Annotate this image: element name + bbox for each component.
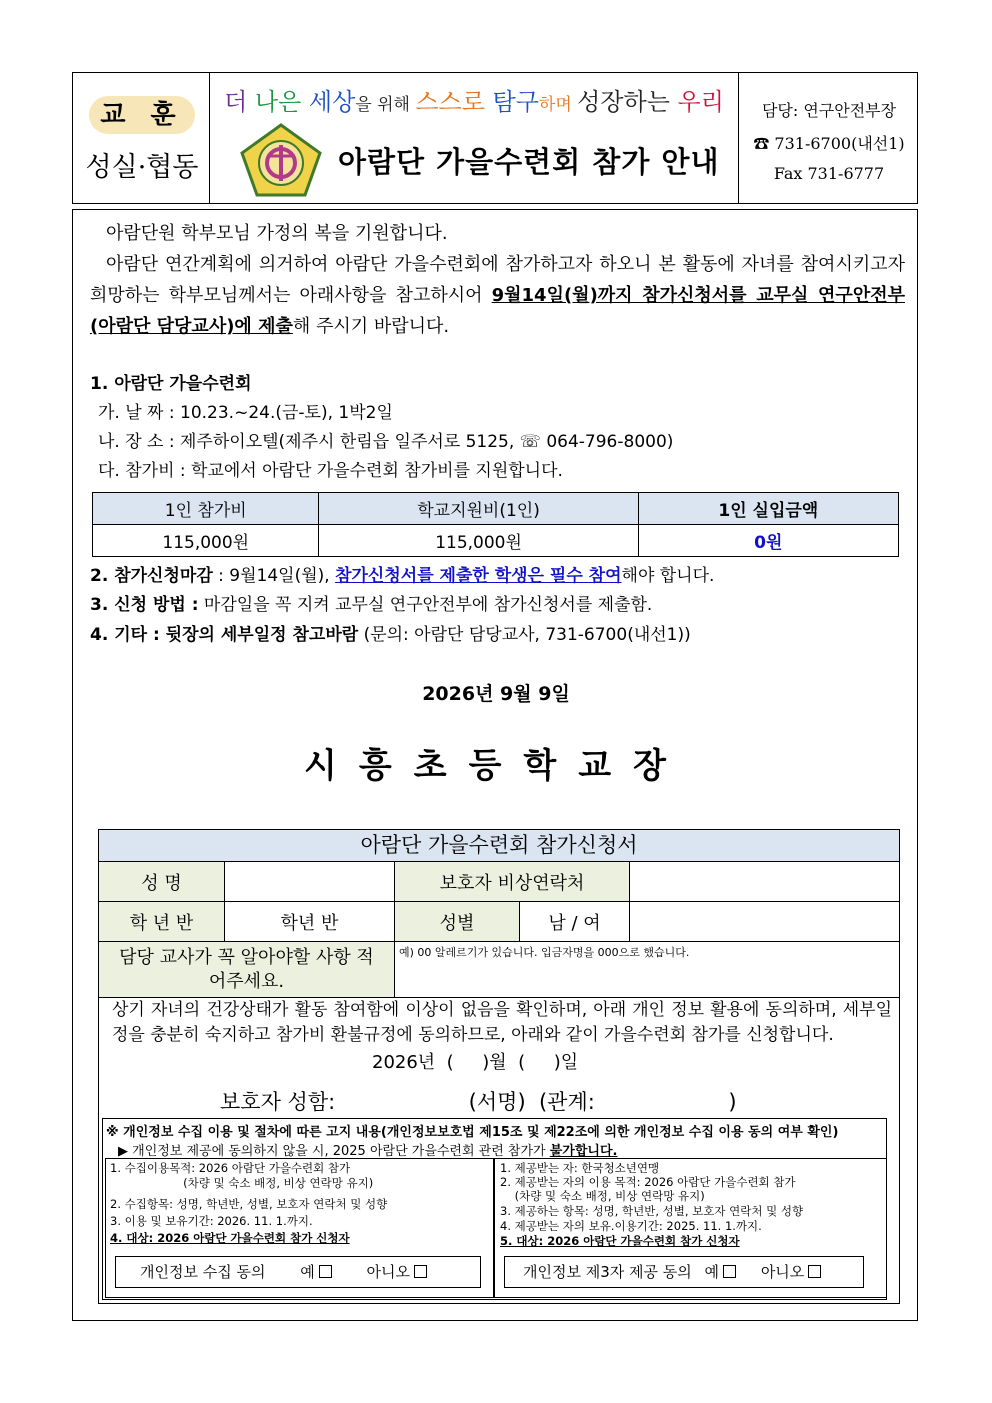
collection-no-option[interactable] (367, 1263, 427, 1281)
section1-fee: 다. 참가비 : 학교에서 아람단 가을수련회 참가비를 지원합니다. (98, 461, 563, 481)
motto-panel (72, 72, 210, 204)
issue-date: 2026년 9월 9일 (422, 683, 570, 705)
collection-item-1b: (차량 및 숙소 배정, 비상 연락망 유지) (110, 1176, 374, 1190)
checkbox-icon[interactable] (414, 1265, 427, 1278)
slogan-segment: 하며 (538, 95, 578, 115)
section3-text: 마감일을 꼭 지켜 교무실 연구안전부에 참가신청서를 제출함. (198, 595, 653, 615)
grade-field[interactable]: 학년 반 (225, 902, 395, 942)
section2-text: : 9월14일(월), (212, 566, 336, 586)
fee-table (92, 492, 899, 557)
collection-item-2: 2. 수집항목: 성명, 학년반, 성별, 보호자 연락처 및 성향 (110, 1197, 388, 1211)
checkbox-icon[interactable] (808, 1265, 821, 1278)
thirdparty-no-option[interactable] (761, 1263, 821, 1281)
name-field[interactable] (225, 862, 395, 902)
document-title: 아람단 가을수련회 참가 안내 (338, 145, 720, 179)
no-label: 아니오 (760, 1263, 805, 1281)
grade-label: 학 년 반 (99, 902, 225, 942)
collection-yes-option[interactable] (300, 1263, 332, 1281)
thirdparty-yes-option[interactable] (705, 1263, 737, 1281)
privacy-warning-text: ▶ 개인정보 제공에 동의하지 않을 시, 2025 아람단 가을수련회 관련 참가가 (118, 1144, 550, 1159)
fee-header-support: 학교지원비(1인) (319, 493, 638, 525)
slogan-segment: 나은 (254, 88, 309, 116)
gender-label: 성별 (395, 902, 520, 942)
section1-date: 가. 날 짜 : 10.23.~24.(금-토), 1박2일 (98, 403, 393, 423)
teacher-note-field[interactable]: 예) 00 알레르기가 있습니다. 입금자명을 000으로 했습니다. (395, 942, 900, 998)
intro-request (90, 249, 905, 342)
school-slogan (213, 82, 735, 117)
thirdparty-item-2b: (차량 및 숙소 배정, 비상 연락망 유지) (500, 1189, 705, 1203)
checkbox-icon[interactable] (319, 1265, 332, 1278)
guardian-contact-field[interactable] (630, 862, 900, 902)
school-emblem-icon (240, 123, 322, 197)
slogan-segment: 탐구 (492, 88, 539, 116)
guardian-signature[interactable]: 보호자 성함: (서명) (관계: ) (220, 1090, 737, 1114)
section2 (90, 561, 714, 586)
intro-request-text: 아람단 연간계획에 의거하여 아람단 가을수련회에 참가하고자 하오니 본 활동에 자녀를 참여시키고자 희망하는 학부모님께서는 아래사항을 참고하시어 (90, 254, 905, 306)
thirdparty-item-4: 4. 제공받는 자의 보유.이용기간: 2025. 11. 1.까지. (500, 1219, 762, 1233)
section2-text-end: 해야 합니다. (621, 566, 715, 586)
slogan-segment: 세상 (308, 88, 356, 116)
section3-label: 3. 신청 방법 : (90, 595, 199, 615)
intro-request-end: 해 주시기 바랍니다. (292, 316, 450, 337)
privacy-warning-emph: 불가합니다. (549, 1144, 618, 1159)
section2-emphasis: 참가신청서를 제출한 학생은 필수 참여 (335, 566, 622, 586)
collection-consent-box (115, 1256, 481, 1288)
contact-person: 담당: 연구안전부장 (761, 101, 897, 120)
slogan-segment: 을 위해 (355, 95, 416, 115)
section3 (90, 590, 652, 615)
fee-support-value: 115,000원 (319, 525, 638, 557)
collection-item-3: 3. 이용 및 보유기간: 2026. 11. 1.까지. (110, 1214, 313, 1228)
section2-label: 2. 참가신청마감 (90, 566, 213, 586)
teacher-note-label: 담당 교사가 꼭 알아야할 사항 적어주세요. (99, 942, 395, 998)
name-label: 성 명 (99, 862, 225, 902)
section1-heading: 1. 아람단 가을수련회 (90, 374, 252, 394)
collection-item-1: 1. 수집이용목적: 2026 아람단 가을수련회 참가 (110, 1161, 351, 1175)
slogan-segment: 스스로 (415, 88, 493, 116)
section4-label: 4. 기타 : 뒷장의 세부일정 참고바람 (90, 625, 359, 645)
fee-header-payment: 1인 실입금액 (638, 493, 898, 525)
yes-label: 예 (704, 1263, 720, 1281)
privacy-warning (118, 1140, 617, 1159)
contact-phone: ☎ 731-6700(내선1) (753, 134, 905, 153)
intro-greeting: 아람단원 학부모님 가정의 복을 기원합니다. (106, 223, 448, 244)
thirdparty-item-2: 2. 제공받는 자의 이용 목적: 2026 아람단 가을수련회 참가 (500, 1175, 796, 1189)
slogan-segment: 더 (224, 88, 255, 116)
apply-date[interactable]: 2026년 ( )월 ( )일 (372, 1052, 579, 1073)
collection-consent-label: 개인정보 수집 동의 (140, 1263, 266, 1281)
fee-payment-value: 0원 (638, 525, 898, 557)
collection-item-4: 4. 대상: 2026 아람단 가을수련회 참가 신청자 (110, 1231, 350, 1245)
consent-statement: 상기 자녀의 건강상태가 활동 참여함에 이상이 없음을 확인하며, 아래 개인 정보 활용에 동의하며, 세부일정을 충분히 숙지하고 참가비 환불규정에 동의하므로, 아래와 같이 가을수련회 참가를 신청합니다. (112, 1000, 892, 1045)
principal-signature: 시흥초등학교장 (304, 746, 688, 786)
thirdparty-consent-box (504, 1256, 864, 1288)
thirdparty-item-1: 1. 제공받는 자: 한국청소년연맹 (500, 1161, 660, 1175)
privacy-title: ※ 개인정보 수집 이용 및 절차에 따른 고지 내용(개인정보보호법 제15조 및 제22조에 의한 개인정보 수집 이용 동의 여부 확인) (106, 1125, 839, 1140)
fee-header-cost: 1인 참가비 (93, 493, 319, 525)
fee-cost-value: 115,000원 (93, 525, 319, 557)
motto-badge: 교 훈 (89, 96, 195, 134)
school-motto: 성실·협동 (85, 152, 199, 183)
thirdparty-consent-label: 개인정보 제3자 제공 동의 (523, 1263, 692, 1281)
thirdparty-item-5: 5. 대상: 2026 아람단 가을수련회 참가 신청자 (500, 1234, 740, 1248)
checkbox-icon[interactable] (723, 1265, 736, 1278)
section4 (90, 620, 691, 645)
slogan-segment: 우리 (677, 88, 724, 116)
deadline-notice: 9월14일(월)까지 참가신청서를 교무실 연구안전부(아람단 담당교사)에 제출 (90, 285, 905, 337)
contact-fax: Fax 731-6777 (773, 164, 885, 183)
intro-text (90, 218, 905, 342)
thirdparty-item-3: 3. 제공하는 항목: 성명, 학년반, 성별, 보호자 연락처 및 성향 (500, 1204, 804, 1218)
section1-location: 나. 장 소 : 제주하이오텔(제주시 한림읍 일주서로 5125, ☏ 064-796-8000) (98, 432, 674, 452)
yes-label: 예 (300, 1263, 315, 1281)
guardian-contact-label: 보호자 비상연락처 (395, 862, 630, 902)
gender-field[interactable]: 남 / 여 (520, 902, 630, 942)
blank-cell (630, 902, 900, 942)
no-label: 아니오 (366, 1263, 411, 1281)
form-title: 아람단 가을수련회 참가신청서 (99, 830, 899, 862)
slogan-segment: 성장하는 (577, 88, 678, 116)
section4-text: (문의: 아람단 담당교사, 731-6700(내선1)) (358, 625, 691, 645)
